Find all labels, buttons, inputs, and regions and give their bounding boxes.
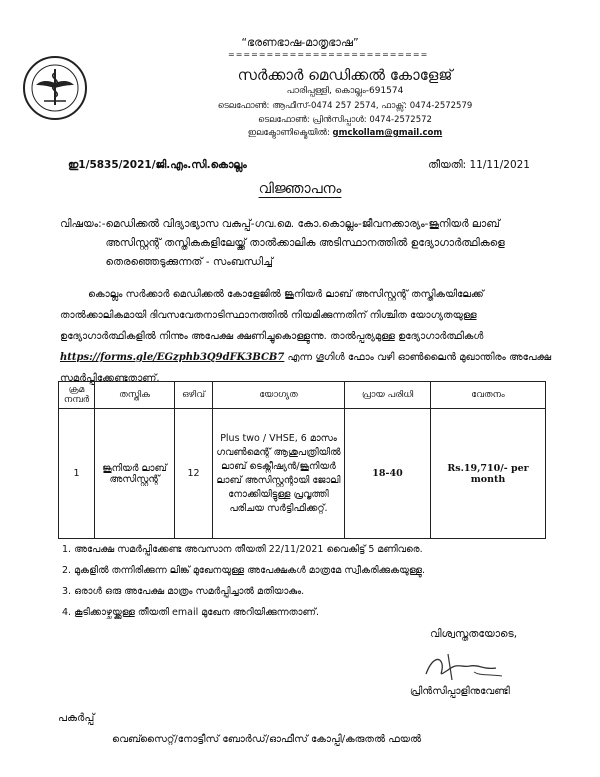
subject-text: മെഡിക്കൽ വിദ്യാഭ്യാസ വകുപ്പ്-ഗവ.മെ. കോ.കൊല്ലം-ജീവനക്കാര്യം-ജൂനിയർ ലാബ് അസിസ്റ്റന്റ് തസ്തികകളിലേയ്ക്ക് താൽക്കാലിക അടിസ്ഥാനത്തിൽ ഉദ്യോഗാർത്ഥികളെ തെരഞ്ഞെടുക്കുന്നത് - സംബന്ധിച്ച് (105, 218, 505, 268)
cell-salary: Rs.19,710/- per month (431, 409, 546, 539)
header-vacancy: ഒഴിവ് (175, 382, 213, 409)
cell-post: ജൂനിയർ ലാബ് അസിസ്റ്റന്റ് (95, 409, 175, 539)
subject-label: വിഷയം:- (60, 218, 106, 230)
separator: ========================== (228, 50, 429, 59)
office-phone: ടെലഫോൺ: ആഫീസ്-0474 257 2574, ഫാക്സ്: 0474-2572579 (217, 101, 473, 111)
notice-title-text: വിജ്ഞാപനം (258, 181, 342, 197)
body-text: കൊല്ലം സർക്കാർ മെഡിക്കൽ കോളേജിൽ ജൂനിയർ ലാബ് അസിസ്റ്റന്റ് തസ്തികയിലേക്ക് താൽക്കാലികമായി ദിവസവേതനാടിസ്ഥാനത്തിൽ നിയമിക്കുന്നതിന് നിശ്ചിത യോഗ്യതയുള്ള ഉദ്യോഗാർത്ഥികളിൽ നിന്നും അപേക്ഷ ക്ഷണിച്ചുകൊള്ളുന്നു. താൽപ്പര്യമുള്ള ഉദ്യോഗാർത്ഥികൾ (60, 289, 484, 342)
note-item: 4. കൂടിക്കാഴ്ചയ്ക്കുള്ള തീയതി email മുഖേന അറിയിക്കുന്നതാണ്. (62, 607, 319, 618)
body-text-end: എന്ന ഗൂഗിൾ ഫോം വഴി ഓൺലൈൻ മുഖാന്തിരം അപേക്ഷ സമർപ്പിക്കേണ്ടതാണ്. (60, 352, 552, 384)
notice-title (0, 181, 600, 197)
vacancy-table (58, 381, 546, 539)
motto: “ഭരണഭാഷ-മാതൃഭാഷ” (241, 36, 359, 49)
email-label: ഇലക്ട്രോണിക്മെയിൽ: (247, 128, 330, 138)
header-qualification: യോഗ്യത (213, 382, 345, 409)
email-address[interactable]: gmckollam@gmail.com (332, 128, 443, 138)
google-form-link[interactable]: https://forms.gle/EGzphb3Q9dFK3BCB7 (60, 352, 285, 363)
college-address: പാരിപ്പള്ളി, കൊല്ലം-691574 (286, 86, 404, 96)
signatory: പ്രിൻസിപ്പാളിനുവേണ്ടി (410, 686, 510, 697)
copy-to: വെബ്സൈറ്റ്/നോട്ടീസ് ബോർഡ്/ഓഫീസ് കോപ്പി/കരുതൽ ഫയൽ (112, 734, 422, 745)
copy-label: പകർപ്പ് (58, 712, 95, 724)
body-paragraph (60, 284, 552, 389)
header-salary: വേതനം (431, 382, 546, 409)
cell-vacancy: 12 (175, 409, 213, 539)
reference-number: ഇ1/5835/2021/ജി.എം.സി.കൊല്ലം (68, 159, 247, 171)
cell-sl-no: 1 (59, 409, 95, 539)
college-emblem-icon (22, 55, 88, 121)
header-sl-no: ക്രമ നമ്പർ (59, 382, 95, 409)
table-row (59, 409, 546, 539)
signature-icon (418, 650, 508, 684)
cell-qualification: Plus two / VHSE, 6 മാസം ഗവൺമെന്റ് ആശുപത്രിയിൽ ലാബ് ടെക്നീഷ്യൻ/ജൂനിയർ ലാബ് അസിസ്റ്റന്റായി ജോലി നോക്കിയിട്ടുള്ള പ്രവൃത്തി പരിചയ സർട്ടിഫിക്കറ്റ്. (213, 409, 345, 539)
note-item: 2. മുകളിൽ തന്നിരിക്കുന്ന ലിങ്ക് മുഖേനയുള്ള അപേക്ഷകൾ മാത്രമേ സ്വീകരിക്കുകയുള്ളു. (62, 565, 425, 576)
closing-salutation: വിശ്വസ്തതയോടെ, (430, 628, 518, 640)
header-age-limit: പ്രായ പരിധി (345, 382, 431, 409)
notes-list (62, 544, 562, 628)
notice-date: തീയതി: 11/11/2021 (428, 159, 530, 171)
principal-phone: ടെലഫോൺ: പ്രിൻസിപ്പാൾ: 0474-2572572 (258, 115, 432, 125)
table-header-row (59, 382, 546, 409)
note-item: 3. ഒരാൾ ഒരു അപേക്ഷ മാത്രം സമർപ്പിച്ചാൽ മതിയാകും. (62, 586, 305, 597)
email-line (180, 128, 510, 138)
college-name: സർക്കാർ മെഡിക്കൽ കോളേജ് (237, 66, 453, 84)
note-item: 1. അപേക്ഷ സമർപ്പിക്കേണ്ട അവസാന തീയതി 22/11/2021 വൈകിട്ട് 5 മണിവരെ. (62, 544, 423, 555)
cell-age-limit: 18-40 (345, 409, 431, 539)
subject (60, 215, 552, 272)
header-post: തസ്തിക (95, 382, 175, 409)
